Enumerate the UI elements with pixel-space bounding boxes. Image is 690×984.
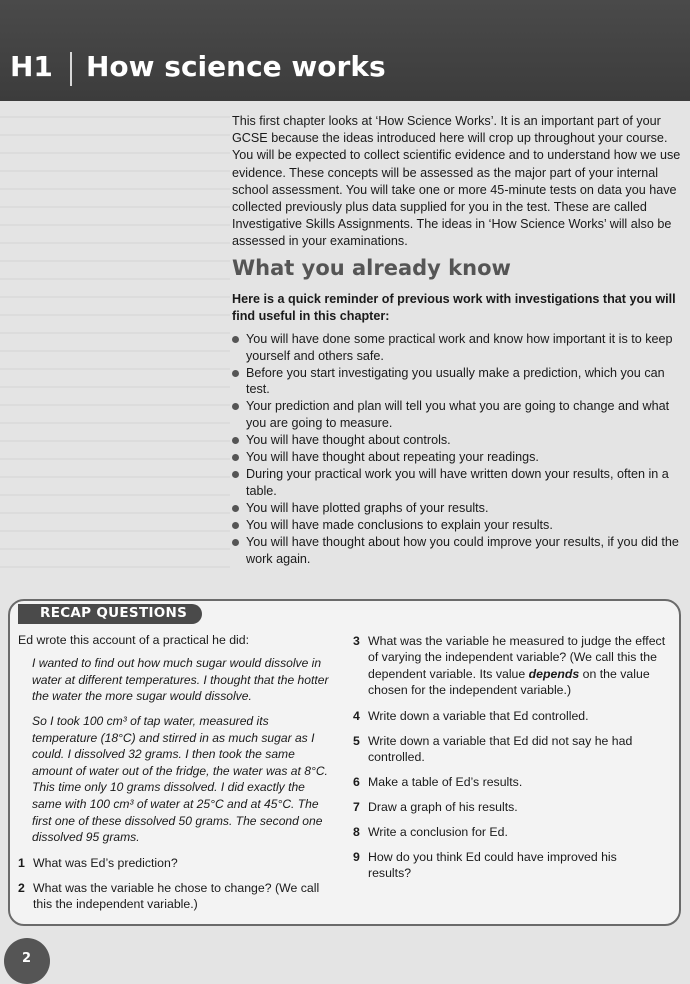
- recap-title: RECAP QUESTIONS: [40, 605, 188, 621]
- bullet-icon: [232, 437, 239, 444]
- list-item-text: You will have plotted graphs of your results.: [246, 500, 489, 515]
- question-number: 2: [18, 881, 25, 895]
- recap-intro-column: [18, 632, 338, 648]
- question-text: What was Ed’s prediction?: [33, 856, 178, 870]
- question-number: 4: [353, 709, 360, 723]
- question-text: How do you think Ed could have improved his results?: [368, 850, 617, 881]
- page-number: 2: [22, 951, 32, 966]
- question-number: 7: [353, 800, 360, 814]
- bullet-icon: [232, 454, 239, 461]
- bullet-icon: [232, 370, 239, 377]
- list-item-text: You will have thought about controls.: [246, 433, 451, 448]
- list-item-text: During your practical work you will have written down your results, often in a table.: [246, 467, 669, 498]
- list-item: [232, 398, 688, 431]
- list-item: [232, 534, 688, 567]
- question-text: What was the variable he measured to judge the effect of varying the independent variable? (We call this the dependent variable. Its value depends on the value chosen for the independent variable.): [368, 634, 666, 698]
- question-number: 5: [353, 734, 360, 748]
- list-item: [232, 365, 688, 398]
- list-item-text: You will have thought about how you could improve your results, if you did the work again.: [246, 535, 679, 566]
- question-number: 6: [353, 775, 360, 789]
- bullet-icon: [232, 403, 239, 410]
- question-text: Write down a variable that Ed did not say he had controlled.: [368, 734, 633, 765]
- emphasis-text: depends: [528, 666, 580, 681]
- list-item: [232, 432, 688, 449]
- question-text: Make a table of Ed’s results.: [368, 775, 523, 789]
- list-item-text: You will have done some practical work and know how important it is to keep yourself and others safe.: [246, 332, 673, 363]
- question-text: Draw a graph of his results.: [368, 800, 518, 814]
- section-heading: What you already know: [232, 256, 511, 280]
- list-item: [232, 466, 688, 499]
- question-number: 3: [353, 634, 360, 648]
- list-item: [232, 449, 688, 466]
- bullet-icon: [232, 336, 239, 343]
- question-text: What was the variable he chose to change? (We call this the independent variable.): [33, 881, 320, 912]
- section-lead: Here is a quick reminder of previous work with investigations that you will find useful in this chapter:: [232, 292, 676, 323]
- header-divider: [70, 52, 72, 86]
- list-item-text: You will have made conclusions to explain your results.: [246, 518, 553, 533]
- bullet-icon: [232, 505, 239, 512]
- list-item-text: You will have thought about repeating your readings.: [246, 450, 539, 465]
- background-ghost-text: [0, 100, 230, 580]
- list-item: [232, 331, 688, 364]
- list-item-text: Before you start investigating you usually make a prediction, which you can test.: [246, 365, 665, 397]
- question-text: Write down a variable that Ed controlled.: [368, 709, 589, 723]
- question-number: 8: [353, 825, 360, 839]
- story-paragraph: So I took 100 cm³ of tap water, measured its temperature (18°C) and stirred in as much sugar as I could. I dissolved 32 grams. I then took the same amount of water out of the fridge, the water was at 8°C. This time only 10 grams dissolved. I did exactly the same with 100 cm³ of water at 25°C and at 45°C. The first one of these dissolved 50 grams. The second one dissolved 95 grams.: [32, 714, 328, 845]
- intro-paragraph: This first chapter looks at ‘How Science Works’. It is an important part of your GCSE because the ideas introduced here will crop up throughout your course. You will be expected to collect scientific evidence and to understand how we use evidence. These concepts will be assessed as the major part of your internal school assessment. You will take one or more 45-minute tests on data you have collected previously plus data supplied for you in the test. These are called Investigative Skills Assignments. The ideas in ‘How Science Works’ will also be assessed in your examinations.: [232, 114, 681, 249]
- recap-intro: Ed wrote this account of a practical he did:: [18, 633, 250, 647]
- list-item: [232, 517, 688, 534]
- bullet-icon: [232, 522, 239, 529]
- question-number: 9: [353, 850, 360, 864]
- list-item-text: Your prediction and plan will tell you what you are going to change and what you are going to measure.: [246, 399, 670, 430]
- story-paragraph: I wanted to find out how much sugar would dissolve in water at different temperatures. I thought that the hotter the water the more sugar would dissolve.: [32, 656, 329, 704]
- bullet-icon: [232, 539, 239, 546]
- chapter-title: How science works: [86, 50, 386, 83]
- chapter-code: H1: [10, 50, 53, 83]
- question-number: 1: [18, 856, 25, 870]
- bullet-list: [232, 331, 688, 568]
- question-text: Write a conclusion for Ed.: [368, 825, 508, 839]
- list-item: [232, 500, 688, 517]
- bullet-icon: [232, 471, 239, 478]
